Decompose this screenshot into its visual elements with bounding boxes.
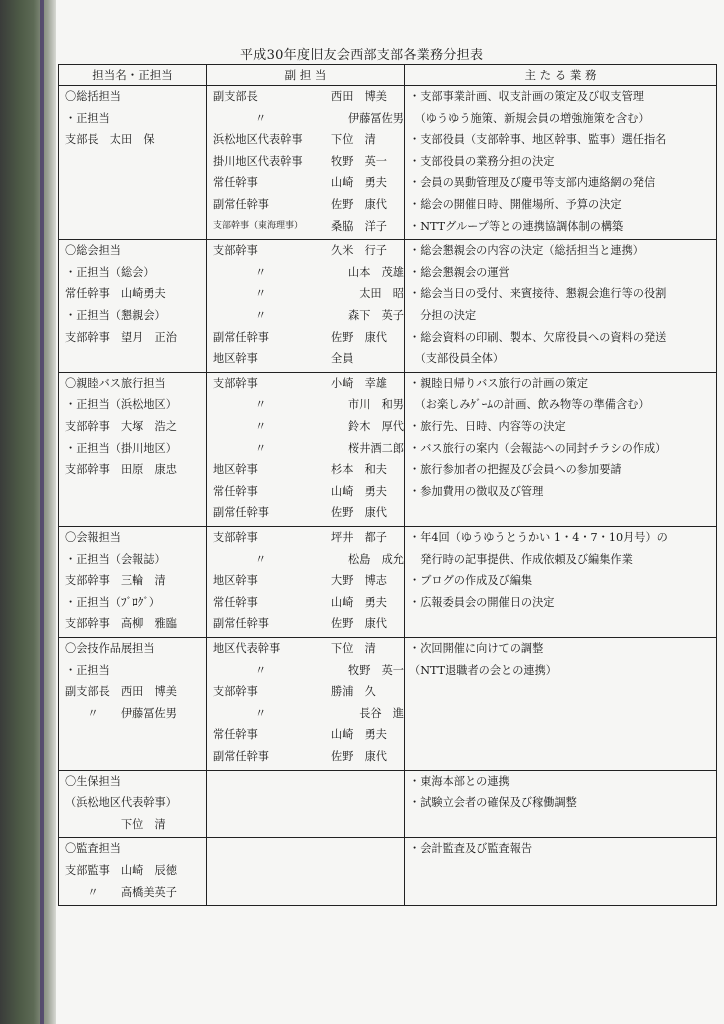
deputy-cell [207, 86, 405, 240]
duty-line: ・バス旅行の案内（会報誌への同封チラシの作成） [409, 441, 667, 455]
assignee-line: ・正担当（ﾌﾞﾛｸﾞ） [65, 595, 161, 609]
assignee-line: ・正担当 [65, 111, 110, 125]
deputy-line [207, 194, 404, 216]
duties-cell [405, 526, 717, 637]
deputy-role: 常任幹事 [213, 728, 258, 742]
scanner-edge-stripe [40, 0, 44, 1024]
duties-cell [405, 838, 717, 906]
assignee-line: 〃 伊藤冨佐男 [65, 706, 177, 720]
deputy-line [207, 681, 404, 703]
deputy-role: 常任幹事 [213, 595, 258, 609]
duty-line: 発行時の記事提供、作成依頼及び編集作業 [409, 552, 633, 566]
deputy-name: 牧野 英一 [331, 154, 387, 168]
deputy-line [207, 570, 404, 592]
deputy-name: 小崎 幸雄 [331, 376, 387, 390]
assignee-line: 〇監査担当 [65, 842, 121, 856]
deputy-role: 地区代表幹事 [213, 641, 281, 655]
deputy-name: 山崎 勇夫 [331, 728, 387, 742]
duty-line: ・親睦日帰りバス旅行の計画の策定 [409, 376, 589, 390]
header-assignee: 担当名・正担当 [59, 65, 207, 86]
deputy-cell [207, 838, 405, 906]
deputy-line [207, 151, 404, 173]
duty-line: ・支部役員（支部幹事、地区幹事、監事）選任指名 [409, 133, 667, 147]
assignee-cell [59, 372, 207, 526]
deputy-name: 佐野 康代 [331, 506, 387, 520]
duties-cell [405, 240, 717, 373]
duty-line: ・支部事業計画、収支計画の策定及び収支管理 [409, 90, 644, 103]
assignee-line: 支部幹事 高柳 雅臨 [65, 617, 177, 631]
section-row [59, 240, 717, 373]
duty-line: ・NTTグループ等との連携協調体制の構築 [409, 219, 624, 233]
deputy-role: 支部幹事（東海理事） [213, 220, 304, 231]
deputy-name: 西田 博美 [331, 90, 387, 103]
deputy-name: 久米 行子 [331, 244, 387, 258]
assignee-line: 支部幹事 田原 康忠 [65, 463, 177, 477]
duty-line: ・会計監査及び監査報告 [409, 842, 533, 856]
deputy-role: 〃 [255, 287, 267, 301]
assignee-line: 支部幹事 大塚 浩之 [65, 419, 177, 433]
deputy-name: 松島 成允 [348, 552, 404, 566]
assignee-line: 支部長 太田 保 [65, 133, 155, 147]
deputy-name: 下位 清 [331, 641, 376, 655]
deputy-line [207, 527, 404, 549]
assignee-line: ・正担当（総会） [65, 265, 155, 279]
assignee-line: 支部監事 山崎 辰徳 [65, 863, 177, 877]
assignee-line: 〇会報担当 [65, 530, 121, 544]
section-row [59, 86, 717, 240]
duty-line: ・次回開催に向けての調整 [409, 641, 544, 655]
assignee-cell [59, 240, 207, 373]
deputy-role: 支部幹事 [213, 530, 258, 544]
assignee-line: 常任幹事 山崎勇夫 [65, 287, 166, 301]
deputy-line [207, 240, 404, 262]
assignee-line: ・正担当 [65, 663, 110, 677]
duty-line: ・支部役員の業務分担の決定 [409, 154, 555, 168]
section-row [59, 526, 717, 637]
deputy-line [207, 108, 404, 130]
section-row [59, 838, 717, 906]
deputy-line [207, 613, 404, 635]
assignee-line: 〇会技作品展担当 [65, 641, 155, 655]
assignee-line: 下位 清 [65, 817, 166, 831]
deputy-name: 山崎 勇夫 [331, 484, 387, 498]
deputy-role: 〃 [255, 308, 267, 322]
deputy-line [207, 394, 404, 416]
assignee-line: 〇総括担当 [65, 90, 121, 103]
deputy-line [207, 416, 404, 438]
deputy-role: 〃 [255, 706, 267, 720]
deputy-role: 副常任幹事 [213, 749, 269, 763]
assignee-cell [59, 86, 207, 240]
deputy-cell [207, 240, 405, 373]
duty-line: ・総会懇親会の運営 [409, 265, 510, 279]
deputy-name: 佐野 康代 [331, 617, 387, 631]
deputy-role: 〃 [255, 419, 267, 433]
deputy-name: 勝浦 久 [331, 685, 376, 699]
section-row [59, 770, 717, 838]
duty-line: ・東海本部との連携 [409, 774, 510, 788]
duties-cell [405, 86, 717, 240]
assignee-line: ・正担当（掛川地区） [65, 441, 177, 455]
deputy-name: 森下 英子 [348, 308, 404, 322]
duty-line: 分担の決定 [409, 308, 477, 322]
deputy-role: 副常任幹事 [213, 617, 269, 631]
deputy-line [207, 216, 404, 238]
duty-line: ・旅行先、日時、内容等の決定 [409, 419, 566, 433]
header-main-duties: 主 た る 業 務 [405, 65, 717, 86]
deputy-line [207, 129, 404, 151]
deputy-role: 副常任幹事 [213, 330, 269, 344]
table-header-row [59, 65, 717, 86]
deputy-name: 全員 [331, 352, 354, 366]
deputy-line [207, 703, 404, 725]
deputy-role: 副常任幹事 [213, 506, 269, 520]
deputy-name: 山崎 勇夫 [331, 176, 387, 190]
deputy-role: 〃 [255, 111, 267, 125]
assignee-line: 副支部長 西田 博美 [65, 685, 177, 699]
deputy-cell [207, 372, 405, 526]
duty-line: ・総会懇親会の内容の決定（総括担当と連携） [409, 244, 644, 258]
deputy-name: 佐野 康代 [331, 330, 387, 344]
deputy-line [207, 638, 404, 660]
deputy-line [207, 481, 404, 503]
deputy-role: 地区幹事 [213, 463, 258, 477]
deputy-name: 伊藤冨佐男 [348, 111, 404, 125]
deputy-line [207, 172, 404, 194]
deputy-name: 鈴木 厚代 [348, 419, 404, 433]
assignee-line: （浜松地区代表幹事） [65, 796, 177, 810]
assignee-line: ・正担当（懇親会） [65, 308, 166, 322]
deputy-role: 浜松地区代表幹事 [213, 133, 303, 147]
deputy-role: 地区幹事 [213, 574, 258, 588]
deputy-role: 支部幹事 [213, 244, 258, 258]
deputy-role: 掛川地区代表幹事 [213, 154, 303, 168]
deputy-role: 支部幹事 [213, 376, 258, 390]
section-row [59, 637, 717, 770]
duty-line: ・年4回（ゆうゆうとうかい 1・4・7・10月号）の [409, 530, 668, 544]
deputy-role: 〃 [255, 265, 267, 279]
deputy-cell [207, 526, 405, 637]
deputy-role: 常任幹事 [213, 176, 258, 190]
deputy-line [207, 549, 404, 571]
duty-line: ・試験立会者の確保及び稼働調整 [409, 796, 577, 810]
deputy-role: 〃 [255, 398, 267, 412]
deputy-role: 副支部長 [213, 90, 258, 103]
deputy-line [207, 660, 404, 682]
deputy-name: 牧野 英一 [348, 663, 404, 677]
header-deputy: 副 担 当 [207, 65, 405, 86]
deputy-line [207, 373, 404, 395]
deputy-role: 〃 [255, 441, 267, 455]
assignee-line: 〇総会担当 [65, 244, 121, 258]
assignee-cell [59, 637, 207, 770]
deputy-name: 市川 和男 [348, 398, 404, 412]
deputy-role: 〃 [255, 663, 267, 677]
table-body [59, 86, 717, 906]
deputy-name: 下位 清 [331, 133, 376, 147]
assignee-cell [59, 770, 207, 838]
deputy-role: 地区幹事 [213, 352, 258, 366]
deputy-name: 山本 茂雄 [348, 265, 404, 279]
assignee-line: 支部幹事 望月 正治 [65, 330, 177, 344]
duty-line: ・ブログの作成及び編集 [409, 574, 533, 588]
duties-cell [405, 372, 717, 526]
assignee-line: ・正担当（浜松地区） [65, 398, 177, 412]
duty-table [58, 64, 717, 906]
assignee-line: ・正担当（会報誌） [65, 552, 166, 566]
deputy-line [207, 262, 404, 284]
deputy-line [207, 502, 404, 524]
deputy-name: 桑脇 洋子 [331, 219, 387, 233]
deputy-name: 坪井 都子 [331, 530, 387, 544]
duty-line: ・総会資料の印刷、製本、欠席役員への資料の発送 [409, 330, 667, 344]
deputy-line [207, 592, 404, 614]
duty-line: （支部役員全体） [409, 352, 505, 366]
deputy-line [207, 459, 404, 481]
assignee-line: 〇親睦バス旅行担当 [65, 376, 166, 390]
deputy-cell [207, 770, 405, 838]
deputy-line [207, 305, 404, 327]
duty-line: （ゆうゆう施策、新規会員の増強施策を含む） [409, 111, 650, 125]
duties-cell [405, 770, 717, 838]
deputy-name: 太田 昭 [359, 287, 404, 301]
deputy-line [207, 86, 404, 108]
deputy-name: 山崎 勇夫 [331, 595, 387, 609]
deputy-line [207, 327, 404, 349]
duty-line: （NTT退職者の会との連携） [409, 663, 557, 677]
duty-line: ・総会当日の受付、来賓接待、懇親会進行等の役割 [409, 287, 667, 301]
duty-line: ・会員の異動管理及び慶弔等支部内連絡網の発信 [409, 176, 656, 190]
assignee-line: 〇生保担当 [65, 774, 121, 788]
deputy-line [207, 724, 404, 746]
deputy-name: 大野 博志 [331, 574, 387, 588]
assignee-line: 〃 高橋美英子 [65, 885, 177, 899]
deputy-role: 常任幹事 [213, 484, 258, 498]
duty-line: （お楽しみｹﾞｰﾑの計画、飲み物等の準備含む） [409, 398, 650, 412]
duty-line: ・参加費用の徴収及び管理 [409, 484, 544, 498]
deputy-name: 桜井酒二郎 [348, 441, 404, 455]
deputy-line [207, 348, 404, 370]
document-title: 平成30年度旧友会西部支部各業務分担表 [240, 48, 484, 63]
duty-line: ・総会の開催日時、開催場所、予算の決定 [409, 197, 622, 211]
scanner-edge [0, 0, 56, 1024]
deputy-name: 杉本 和夫 [331, 463, 387, 477]
deputy-role: 〃 [255, 552, 267, 566]
duties-cell [405, 637, 717, 770]
assignee-cell [59, 838, 207, 906]
deputy-line [207, 283, 404, 305]
assignee-line: 支部幹事 三輪 清 [65, 574, 166, 588]
duty-line: ・広報委員会の開催日の決定 [409, 595, 555, 609]
deputy-line [207, 746, 404, 768]
deputy-name: 佐野 康代 [331, 749, 387, 763]
deputy-cell [207, 637, 405, 770]
deputy-line [207, 438, 404, 460]
section-row [59, 372, 717, 526]
duty-line: ・旅行参加者の把握及び会員への参加要請 [409, 463, 622, 477]
deputy-role: 支部幹事 [213, 685, 258, 699]
deputy-name: 佐野 康代 [331, 197, 387, 211]
assignee-cell [59, 526, 207, 637]
deputy-name: 長谷 進 [359, 706, 404, 720]
deputy-role: 副常任幹事 [213, 197, 269, 211]
